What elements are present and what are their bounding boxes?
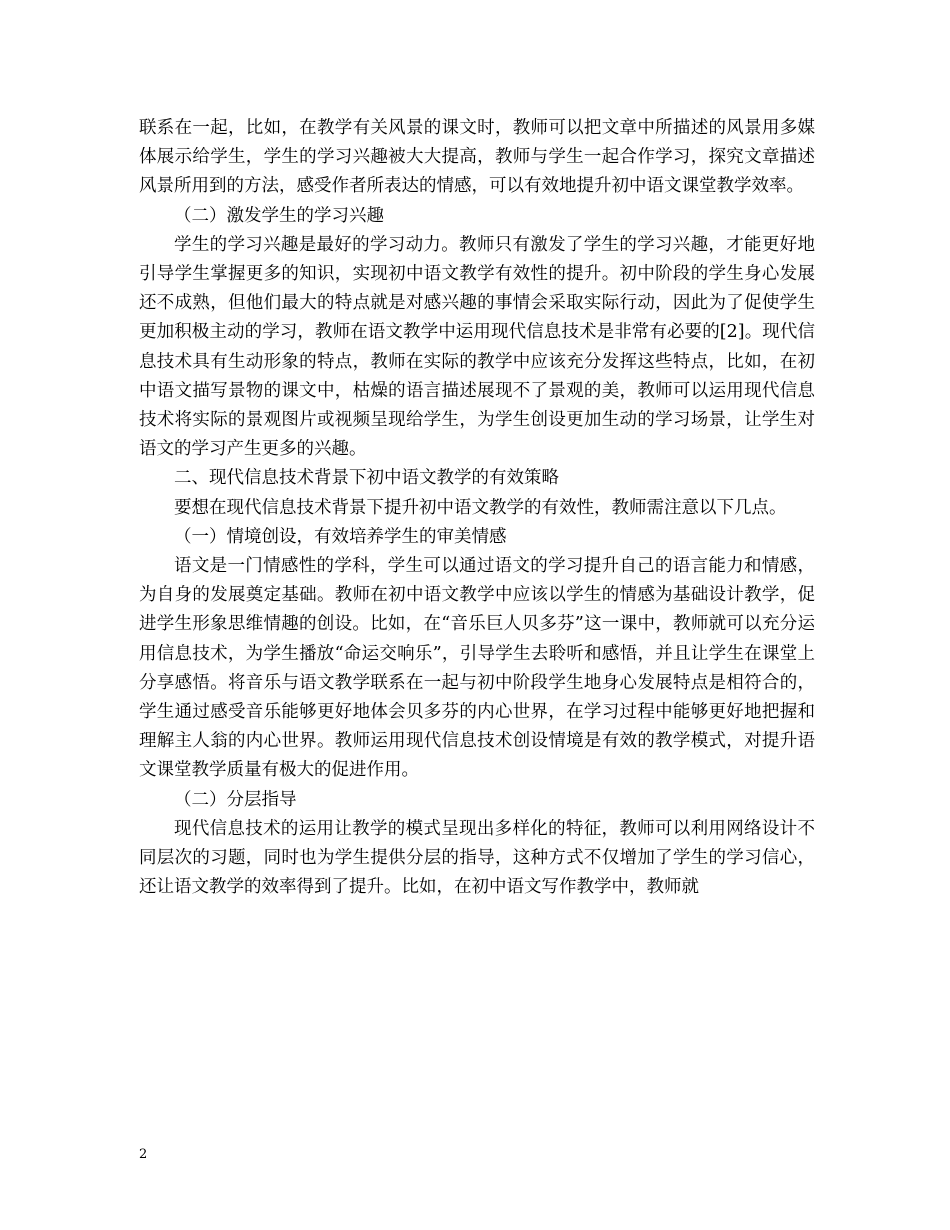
page-number: 2 [139, 1147, 148, 1162]
paragraph-continuation: 联系在一起，比如，在教学有关风景的课文时，教师可以把文章中所描述的风景用多媒体展示给学生，学生的学习兴趣被大大提高，教师与学生一起合作学习，探究文章描述风景所用到的方法，感受作者所表达的情感，可以有效地提升初中语文课堂教学效率。 [139, 118, 815, 197]
paragraph-layered-guidance: 现代信息技术的运用让教学的模式呈现出多样化的特征，教师可以利用网络设计不同层次的习题，同时也为学生提供分层的指导，这种方式不仅增加了学生的学习信心，还让语文教学的效率得到了提升。比如，在初中语文写作教学中，教师就 [139, 818, 815, 898]
paragraph-strategies-intro: 要想在现代信息技术背景下提升初中语文教学的有效性，教师需注意以下几点。 [174, 497, 787, 518]
section-heading-stimulate-interest: （二）激发学生的学习兴趣 [174, 205, 384, 226]
paragraph-aesthetic-emotion: 语文是一门情感性的学科，学生可以通过语文的学习提升自己的语言能力和情感，为自身的发展奠定基础。教师在初中语文教学中应该以学生的情感为基础设计教学，促进学生形象思维情趣的创设。比如，在“音乐巨人贝多芬”这一课中，教师就可以充分运用信息技术，为学生播放“命运交响乐”，引导学生去聆听和感悟，并且让学生在课堂上分享感悟。将音乐与语文教学联系在一起与初中阶段学生地身心发展特点是相符合的，学生通过感受音乐能够更好地体会贝多芬的内心世界，在学习过程中能够更好地把握和理解主人翁的内心世界。教师运用现代信息技术创设情境是有效的教学模式，对提升语文课堂教学质量有极大的促进作用。 [139, 556, 815, 781]
section-heading-situation-creation: （一）情境创设，有效培养学生的审美情感 [174, 526, 507, 547]
section-heading-layered-guidance: （二）分层指导 [174, 789, 297, 810]
paragraph-learning-interest: 学生的学习兴趣是最好的学习动力。教师只有激发了学生的学习兴趣，才能更好地引导学生掌握更多的知识，实现初中语文教学有效性的提升。初中阶段的学生身心发展还不成熟，但他们最大的特点就是对感兴趣的事情会采取实际行动，因此为了促使学生更加积极主动的学习，教师在语文教学中运用现代信息技术是非常有必要的[2]。现代信息技术具有生动形象的特点，教师在实际的教学中应该充分发挥这些特点，比如，在初中语文描写景物的课文中，枯燥的语言描述展现不了景观的美，教师可以运用现代信息技术将实际的景观图片或视频呈现给学生，为学生创设更加生动的学习场景，让学生对语文的学习产生更多的兴趣。 [139, 234, 815, 460]
chapter-heading-effective-strategies: 二、现代信息技术背景下初中语文教学的有效策略 [174, 468, 559, 489]
document-body [139, 114, 815, 902]
